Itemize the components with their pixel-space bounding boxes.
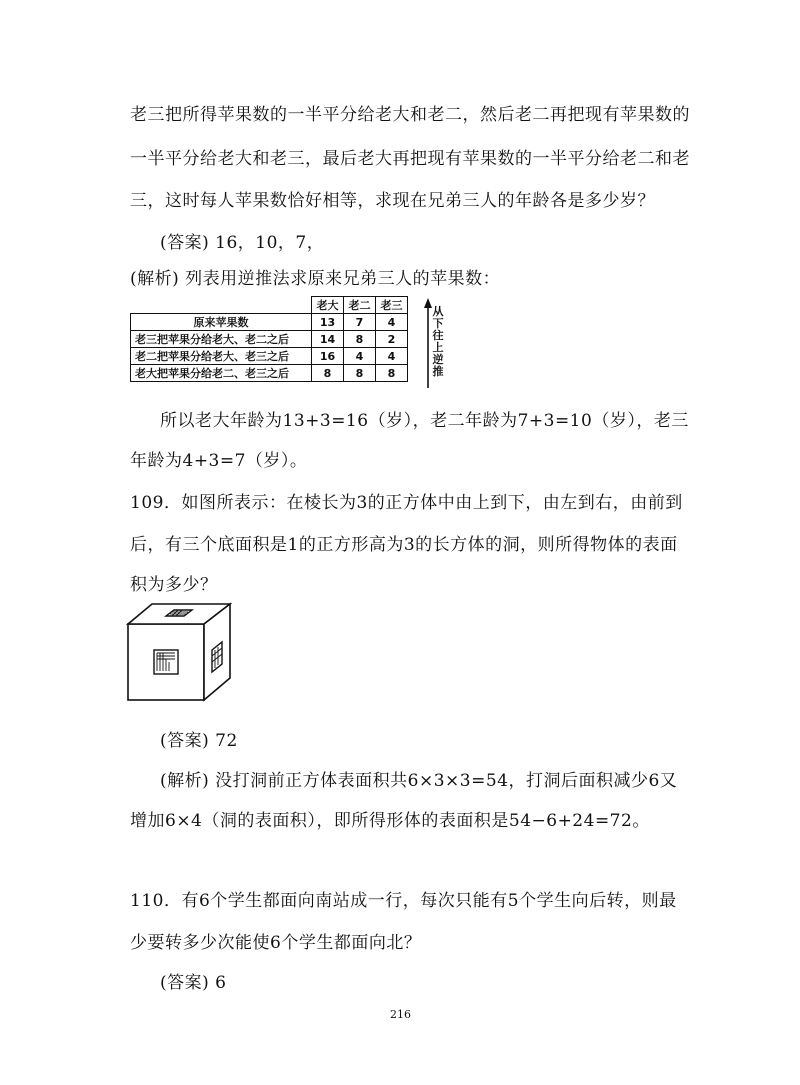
q109-analysis-2: 增加6×4（洞的表面积），即所得形体的表面积是54−6+24=72。: [130, 811, 650, 831]
table-cell: 4: [344, 348, 376, 365]
row-label: 老大把苹果分给老二、老三之后: [131, 365, 312, 382]
page-number: 216: [390, 1008, 411, 1021]
q108-conclusion-1: 所以老大年龄为13+3=16（岁），老二年龄为7+3=10（岁），老三: [160, 411, 689, 431]
arrow-label-char: 从: [432, 305, 444, 318]
apple-table: [130, 296, 408, 382]
q109-line-3: 积为多少？: [130, 575, 218, 595]
q108-answer: (答案) 16，10，7，: [160, 233, 325, 253]
table-row: [131, 314, 408, 331]
arrow-label-char: 下: [432, 317, 444, 330]
table-cell: 8: [344, 365, 376, 382]
table-cell: 4: [376, 348, 408, 365]
q109-line-1: 109．如图所表示：在棱长为3的正方体中由上到下，由左到右，由前到: [130, 493, 683, 513]
table-cell: 8: [312, 365, 344, 382]
arrow-label-char: 往: [432, 329, 444, 342]
intro-line-3: 三，这时每人苹果数恰好相等，求现在兄弟三人的年龄各是多少岁？: [130, 191, 655, 211]
q110-line-2: 少要转多少次能使6个学生都面向北？: [130, 933, 422, 953]
table-row: [131, 331, 408, 348]
arrow-label-char: 上: [432, 341, 444, 354]
q108-conclusion-2: 年龄为4+3=7（岁）。: [130, 451, 308, 471]
table-header: 老二: [344, 297, 376, 314]
table-cell: 8: [344, 331, 376, 348]
q108-analysis: (解析) 列表用逆推法求原来兄弟三人的苹果数：: [130, 269, 501, 289]
table-cell: 8: [376, 365, 408, 382]
table-corner: [131, 297, 312, 314]
table-cell: 13: [312, 314, 344, 331]
arrow-label-char: 逆: [432, 353, 444, 366]
table-cell: 7: [344, 314, 376, 331]
arrow-label-char: 推: [432, 365, 444, 378]
intro-line-2: 一半平分给老大和老三，最后老大再把现有苹果数的一半平分给老二和老: [130, 149, 690, 169]
table-header: 老三: [376, 297, 408, 314]
intro-line-1: 老三把所得苹果数的一半平分给老大和老二，然后老二再把现有苹果数的: [130, 105, 690, 125]
arrow-label: [432, 306, 444, 378]
table-header: 老大: [312, 297, 344, 314]
table-cell: 4: [376, 314, 408, 331]
table-cell: 14: [312, 331, 344, 348]
table-row: [131, 365, 408, 382]
row-label: 老三把苹果分给老大、老二之后: [131, 331, 312, 348]
row-label: 原来苹果数: [131, 314, 312, 331]
cube-with-holes-figure: [126, 602, 238, 704]
q110-line-1: 110．有6个学生都面向南站成一行，每次只能有5个学生向后转，则最: [130, 891, 677, 911]
q110-answer: (答案) 6: [160, 973, 227, 993]
q109-analysis-1: (解析) 没打洞前正方体表面积共6×3×3=54，打洞后面积减少6又: [160, 771, 678, 791]
q109-line-2: 后，有三个底面积是1的正方形高为3的长方体的洞，则所得物体的表面: [130, 535, 678, 555]
q109-answer: (答案) 72: [160, 731, 238, 751]
table-cell: 16: [312, 348, 344, 365]
table-header-row: [131, 297, 408, 314]
table-cell: 2: [376, 331, 408, 348]
row-label: 老二把苹果分给老大、老三之后: [131, 348, 312, 365]
table-row: [131, 348, 408, 365]
